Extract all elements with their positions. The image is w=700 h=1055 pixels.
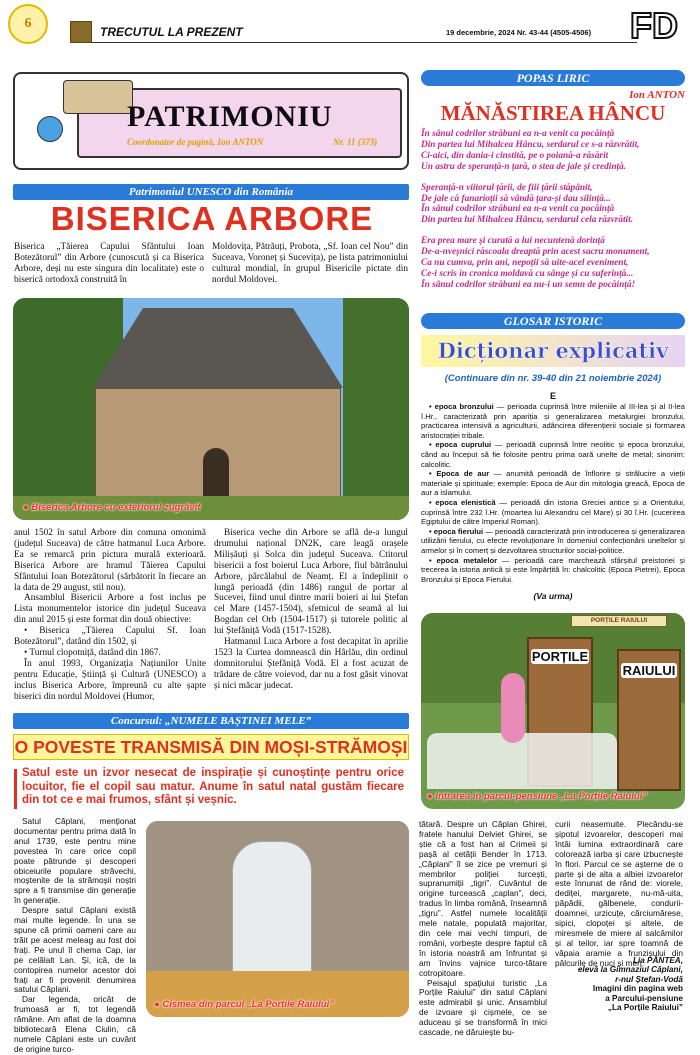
section-title: TRECUTUL LA PREZENT <box>100 25 243 39</box>
tree-right <box>343 298 409 520</box>
church-photo <box>13 298 409 520</box>
poem-line: De-a-nveșnici răscoala dreaptă prin acest sacru monument, <box>421 247 650 258</box>
patrimoniu-box <box>13 72 409 170</box>
poem-line: Ca nu cumva, prin ani, nepoții să uite-acel eveniment, <box>421 258 629 269</box>
paragraph: Ansamblul Bisericii Arbore a fost inclus pe Lista monumentelor istorice din județul Suceava din anul 2015 și este format din două obiective: <box>14 593 206 626</box>
poem-line: Era prea mare și curată a lui necuntenă dorință <box>421 236 605 247</box>
paragraph: Dar legenda, oricât de frumoasă ar fi, tot legendă rămâne. Am aflat de la doamna bibliotecară Elena Ciulin, că numele Căplani este un cuvânt de origine turco- <box>14 994 136 1054</box>
park-photo <box>421 613 685 809</box>
contest-column-2 <box>419 820 547 1038</box>
glossary-entry: • epoca elenistică — perioadă din istoria Greciei antice și a Orientului, cuprinsă între 232 î.Hr. (moartea lui Alexandru cel Mare) și 30 î.Hr. (cucerirea Egiptului de către Imperiul Roman). <box>421 497 685 527</box>
church-photo-caption: ● Biserica Arbore cu exteriorul zugrăvit <box>23 502 201 513</box>
paragraph: În anul 1993, Organizația Națiunilor Unite pentru Educație, Știință și Cultură (UNESCO) a inclus Biserica Arbore, împreună cu alte șapte biserici din nordul Moldovei (Humor, <box>14 658 206 702</box>
paragraph: Hatmanul Luca Arbore a fost decapitat în aprilie 1523 la Curtea domnească din Hârlău, din ordinul domnitorului Ștefăniță Vodă. El a fost acuzat de trădare de către voievod, dar nu a fost găsit vinovat și nici măcar judecat. <box>214 637 408 691</box>
image-credit: Imagini din pagina web <box>592 984 683 994</box>
image-credit: „La Porțile Raiului” <box>607 1003 683 1013</box>
coordinator-label: Coordonator de pagină, Ion ANTON <box>127 137 264 147</box>
page-number-badge: 6 <box>8 4 48 44</box>
author-district: r-nul Ștefan-Vodă <box>615 974 683 984</box>
popas-banner: POPAS LIRIC <box>421 70 685 86</box>
contest-headline: O POVESTE TRANSMISĂ DIN MOȘI-STRĂMOȘI <box>13 734 409 760</box>
church-roof <box>93 308 343 388</box>
paragraph: Despre satul Căplani există mai multe legende. În una se spune că primii oameni care au trăit pe acest meleag au fost doi frați. Pe unul îl chema Cap, iar pe celălalt Lan. Și, ică, de la contopirea numelor acestor doi frați ar fi provenit denumirea satului Căplani. <box>14 905 136 995</box>
poem-stanza <box>421 183 687 227</box>
paragraph: Peisajul spațiului turistic „La Porțile Raiului” din satul Căplani este admirabil și unic. Ansamblul de izvoare și cișmele, ce se aduceau și se transformă în mici cascade, ne dăruiește bu- <box>419 977 547 1038</box>
unesco-column-2 <box>214 528 408 692</box>
contest-lead: Satul este un izvor nesecat de inspirație și cunoștințe pentru orice locuitor, fie el copil sau matur. Anume în satul natal gustăm fiecare din tot ce e mai frumos, sfânt și veșnic. <box>22 767 404 806</box>
patrimoniu-number: Nr. 11 (373) <box>333 137 378 147</box>
gramophone-icon <box>63 80 133 114</box>
lead-bar <box>14 769 17 809</box>
biserica-headline: BISERICA ARBORE <box>50 200 374 237</box>
unesco-intro-right: Moldovița, Pătrăuți, Probota, „Sf. Ioan cel Nou” din Suceava, Voroneț și Sucevița), pe lista patrimoniului cultural mondial, în grupul Bisericile pictate din nordul Moldovei. <box>212 242 408 285</box>
glossary-entry: • epoca fierului — perioadă caracterizată prin introducerea și generalizarea utilizării fierului, cu efecte revoluționare în domeniul confecționării uneltelor și armelor și în comerț și dezvoltarea structurilor social-politice. <box>421 526 685 555</box>
contest-banner: Concursul: „NUMELE BAȘTINEI MELE” <box>13 713 409 729</box>
glossary-entry: • Epoca de aur — anumită perioadă de înflorire și strălucire a vieții materiale și spirituale; exemple: Epoca de Aur din mitologia greacă, Epoca de aur a islamului. <box>421 469 685 498</box>
contest-signature <box>555 956 683 1012</box>
page-header <box>0 0 700 50</box>
contest-column-1 <box>14 817 136 1055</box>
paragraph: • Turnul clopotniță, datând din 1867. <box>24 647 161 658</box>
park-sign: PORȚILE RAIULUI <box>571 615 667 627</box>
globe-icon <box>37 116 63 142</box>
church-door <box>203 448 229 498</box>
header-rule <box>92 42 637 43</box>
children-group <box>427 733 617 789</box>
fountain-photo-caption: ● Cișmea din parcul „La Porțile Raiului” <box>154 999 334 1010</box>
glossary-entry: • epoca bronzului — perioada cuprinsă între mileniile al III-lea și al II-lea î.Hr., caracterizată prin apariția și generalizarea metalurgiei bronzului, practicarea intensivă a agriculturii, adâncirea diferențierii sociale și formarea aristocrației tribale. <box>421 402 685 440</box>
poem-line: În sânul codrilor străbuni ea nu-i un semn de pocăință! <box>421 279 636 290</box>
poem-title: MĂNĂSTIREA HÂNCU <box>440 101 666 125</box>
paragraph: tătară. Despre un Căplan Ghirei, fratele hanului Delviet Ghirei, se știe că a fost han al Crimeii și pașă al cetății Bender în 1713. „Căplani” îl se zice pe vremuri și membrilor poliției turcești, supranumiții „tigri”. Cuvântul de origine turcească „caplan”, deci, tradus în limba română, înseamnă „tigru”. Astfel numele localității mele natale, populată majoritar, din cele mai vechi timpuri, de români, vorbește despre faptul că în istoria noastră am înfruntat și am învins vajnice turco-tătare cotropitoare. <box>419 819 547 978</box>
poem-stanza <box>421 236 687 291</box>
unesco-intro-left: Biserica „Tăierea Capului Sfântului Ioan Botezătorul” din Arbore (cunoscută și ca Biserica Arbore, deși nu este singura din localitate) este o biserică ortodoxă construită în <box>14 242 204 285</box>
letter-heading: E <box>549 391 556 401</box>
poem-line: De jale că fanarioții să vândă țara-și dau silință... <box>421 193 611 204</box>
poem-line: Din partea lui Mihalcea Hâncu, serdarul cela răzvrătit. <box>421 215 634 226</box>
flowers <box>146 971 409 1017</box>
image-credit: a Parcului-pensiune <box>605 993 683 1003</box>
poem-author: Ion ANTON <box>629 89 685 101</box>
poem-line: Ce-i scris în cronica moldavă cu sânge și cu suferință... <box>421 268 634 279</box>
fountain <box>232 841 312 981</box>
fd-logo: FD <box>630 5 678 46</box>
glossary-entry: • epoca metalelor — perioadă care marchează sfârșitul preistoriei și trecerea la istoria antică și este împărțită în: chalcolitic (Epoca Pietrei), Epoca Bronzului și Epoca Fierului. <box>421 555 685 584</box>
poem-line: Ci-aici, din dania-i cinstită, pe o poiană-a răsărit <box>421 150 609 161</box>
poem-line: Un astru de speranță-n țară, o stea de jale și credință. <box>421 161 627 172</box>
poem-line: Din partea lui Mihalcea Hâncu, serdarul ce s-a răzvrătit, <box>421 139 640 150</box>
poem-body <box>421 129 687 291</box>
glossary-entry: • epoca cuprului — perioadă cuprinsă între neolitic și epoca bronzului, când au început să fie folosite pentru prima oară unelte de metal; sinonim: calcolitic. <box>421 440 685 469</box>
unesco-column-1 <box>14 528 206 703</box>
contest-column-3 <box>555 820 683 969</box>
paragraph: Biserica veche din Arbore se află de-a lungul drumului național DN2K, care leagă orașele Milișăuți și Solca din județul Suceava. Ctitorul bisericii a fost boierul Luca Arbore, fiul bătrânului Arbore, pârcălabul de Neamț. El a îndeplinit o lungă perioadă (din 1486) rangul de portar al Sucevei, fiind unul dintre marii boieri ai lui Ștefan cel Mare (1457-1504), sfetnicul de seamă al lui Bogdan cel Orb (1504-1517) și tutorele politic al lui Ștefăniță Vodă (1517-1528). <box>214 528 408 637</box>
poem-line: În sânul codrilor străbuni ea n-a venit ca pocăință <box>421 204 615 215</box>
poem-line: În sânul codrilor străbuni ea n-a venit ca pocăință <box>421 129 615 139</box>
book-icon <box>70 21 92 43</box>
gate-left-sign: PORȚILE <box>531 649 589 664</box>
poem-stanza <box>421 129 687 173</box>
paragraph: curii neasemuite. Plecându-se șipotul izvoarelor, descoperi mai întâi lumina extraordinară care colorează iarba și care izbucnește în flori. Parcul ce se așterne de o parte și de alta a albiei izvoarelor este înnunat de rând de: viorele, dediței, margarete, nu-mă-uita, păpădii, gălbenele, condurii-doamnei, urzicuțe, cărciumărese, sipici, clopoței și altele, de miresmele de miere al salcâmilor și al teilor, iar spre toamnă de văpaia aramie a frunzișului din pâlcurile de nuci și meri. <box>555 819 683 968</box>
park-photo-caption: ● Intrarea în parcul-pensiune „La Porțile Raiului” <box>427 791 648 802</box>
gate-right-sign: RAIULUI <box>622 663 676 678</box>
patrimoniu-title: PATRIMONIU <box>127 100 333 133</box>
author-school: elevă la Gimnaziul Căplani, <box>577 965 683 975</box>
paragraph: • Biserica „Tăierea Capului Sf. Ioan Botezătorul”, datând din 1502, și <box>14 626 206 648</box>
glossary-entries <box>421 402 685 584</box>
dictionary-title: Dicționar explicativ <box>421 335 685 367</box>
issue-info: 19 decembrie, 2024 Nr. 43-44 (4505-4506) <box>446 28 592 37</box>
paragraph: Satul Căplani, menționat documentar pentru prima dată în anul 1739, este pentru mine povestea în care orice copil poate pătrunde și descoperi obiceiurile populare străvechi, moștenite de la strămoșii noștri spre a fi transmise din generație în generație. <box>14 816 136 906</box>
author-name: Lia PÂNTEA, <box>632 956 683 965</box>
continuation-note: (Continuare din nr. 39-40 din 21 noiembrie 2024) <box>444 373 662 384</box>
glosar-banner: GLOSAR ISTORIC <box>421 313 685 329</box>
fountain-photo <box>146 821 409 1017</box>
to-be-continued: (Va urma) <box>533 591 573 601</box>
paragraph: anul 1502 în satul Arbore din comuna omonimă (județul Suceava) de către hatmanul Luca Arbore. Ea se remarcă prin pictura murală exterioară. Biserica Arbore are hramul Tăierea Capului Sfântului Ioan Botezătorul (sărbătorit în fiecare an la data de 29 august, stil nou). <box>14 528 206 593</box>
poem-line: Speranță-n viitorul țării, de fiii țării stăpânit, <box>421 182 593 193</box>
balloons <box>501 673 525 743</box>
unesco-banner: Patrimoniul UNESCO din România <box>13 184 409 200</box>
